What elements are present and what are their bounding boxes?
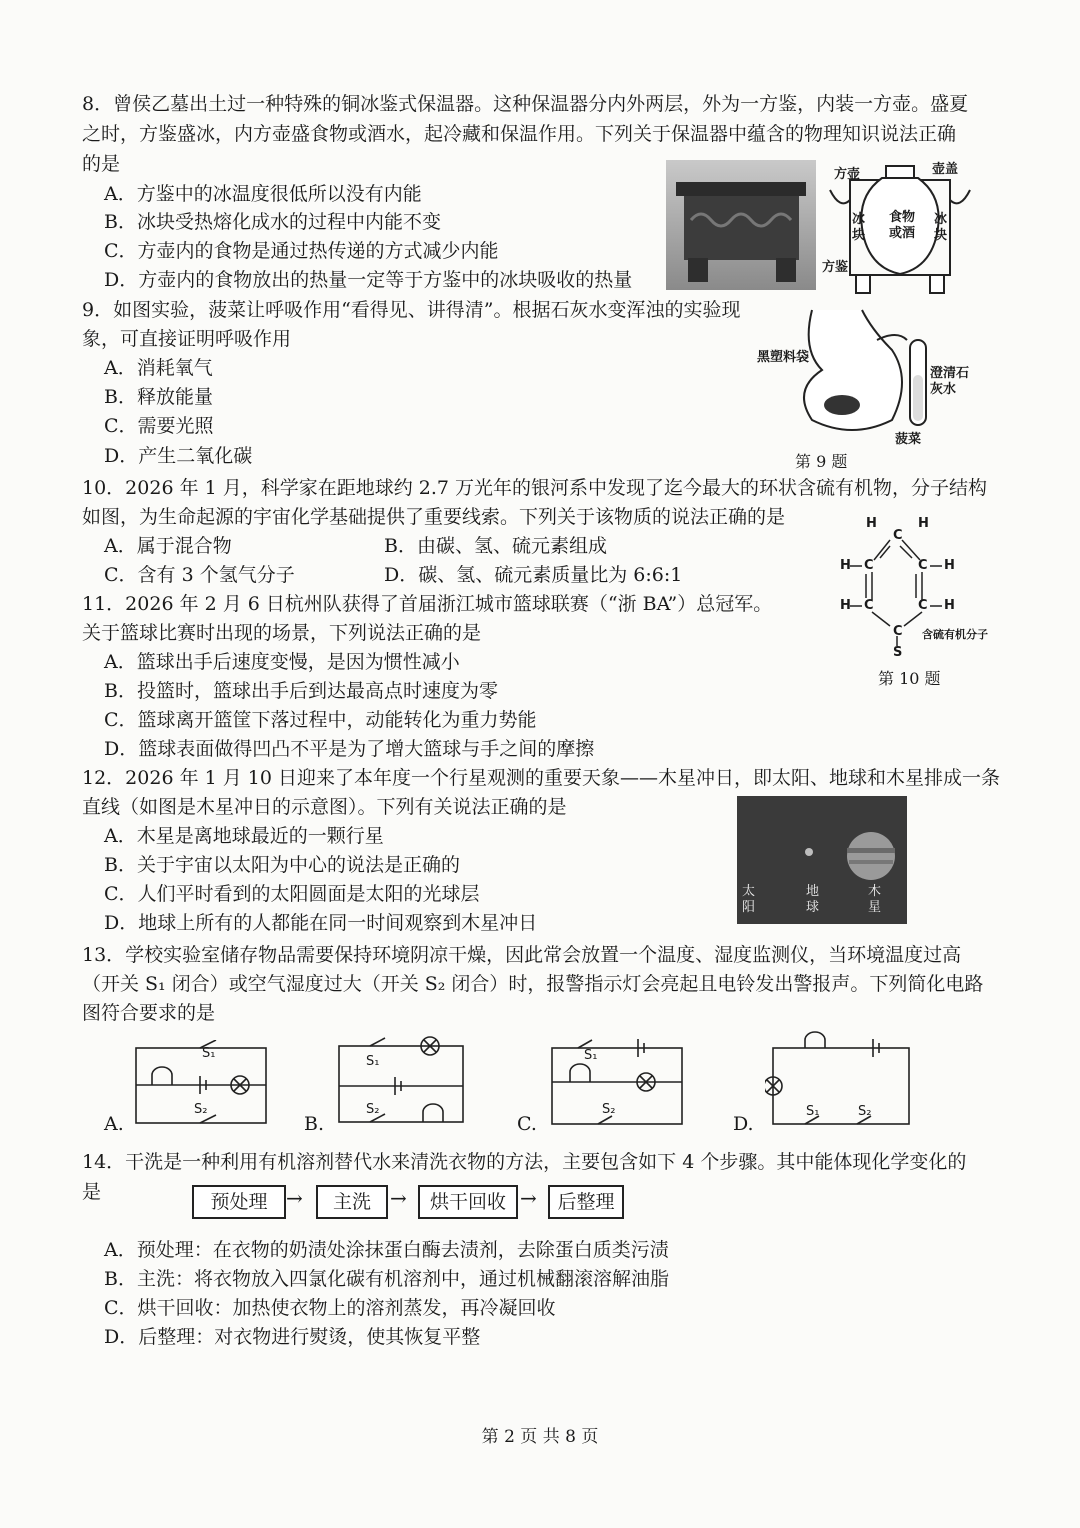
arrow-icon: → <box>286 1186 303 1210</box>
label-black-bag: 黑塑料袋 <box>757 350 810 365</box>
label-earth-1: 地 <box>806 884 820 899</box>
q11-option-b: B．投篮时，篮球出手后到达最高点时速度为零 <box>104 680 498 702</box>
q14-option-a: A．预处理：在衣物的奶渍处涂抹蛋白酶去渍剂，去除蛋白质类污渍 <box>104 1239 669 1261</box>
atom-c: C <box>893 528 903 543</box>
q9-stem-line2: 象，可直接证明呼吸作用 <box>82 328 292 350</box>
q14-option-c: C．烘干回收：加热使衣物上的溶剂蒸发，再冷凝回收 <box>104 1297 556 1319</box>
q8-stem-line2: 之时，方鉴盛冰，内方壶盛食物或酒水，起冷藏和保温作用。下列关于保温器中蕴含的物理知识说法正确 <box>82 123 957 145</box>
atom-c: C <box>864 598 874 613</box>
circuit-b <box>335 1036 475 1130</box>
circuit-c <box>548 1036 688 1130</box>
page-footer: 第 2 页 共 8 页 <box>481 1427 599 1447</box>
atom-c: C <box>893 624 903 639</box>
label-pot: 方壶 <box>834 167 861 182</box>
switch-s2-c: S₂ <box>602 1102 616 1117</box>
q9-option-d: D．产生二氧化碳 <box>104 445 253 467</box>
switch-s1-a: S₁ <box>202 1046 216 1061</box>
q11-stem-line2: 关于篮球比赛时出现的场景，下列说法正确的是 <box>82 622 482 644</box>
label-lid: 壶盖 <box>932 162 959 177</box>
label-sun-1: 太 <box>742 884 756 899</box>
q14-option-b: B．主洗：将衣物放入四氯化碳有机溶剂中，通过机械翻滚溶解油脂 <box>104 1268 669 1290</box>
q12-option-c: C．人们平时看到的太阳圆面是太阳的光球层 <box>104 883 480 905</box>
q11-option-d: D．篮球表面做得凹凸不平是为了增大篮球与手之间的摩擦 <box>104 738 595 760</box>
q14-option-d: D．后整理：对衣物进行熨烫，使其恢复平整 <box>104 1326 481 1348</box>
q10-stem-line1: 10．2026 年 1 月，科学家在距地球约 2.7 万光年的银河系中发现了迄今最大的环状含硫有机物，分子结构 <box>82 477 988 499</box>
q8-option-a: A．方鉴中的冰温度很低所以没有内能 <box>104 183 422 205</box>
label-jian: 方鉴 <box>822 260 849 275</box>
q9-stem-line1: 9．如图实验，菠菜让呼吸作用“看得见、讲得清”。根据石灰水变浑浊的实验现 <box>82 299 741 321</box>
q13-stem-line2: （开关 S₁ 闭合）或空气湿度过大（开关 S₂ 闭合）时，报警指示灯会亮起且电铃发出警报声。下列简化电路 <box>82 973 984 995</box>
q10-option-c: C．含有 3 个氢气分子 <box>104 564 295 586</box>
q9-option-c: C．需要光照 <box>104 415 214 437</box>
q8-stem-line1: 8．曾侯乙墓出土过一种特殊的铜冰鉴式保温器。这种保温器分内外两层，外为一方鉴，内装一方壶。盛夏 <box>82 93 969 115</box>
q14-stem-line2: 是 <box>82 1181 102 1203</box>
step-finishing: 后整理 <box>548 1185 624 1219</box>
molecule-label: 含硫有机分子 <box>922 628 988 641</box>
switch-s1-d: S₁ <box>806 1104 820 1119</box>
label-jupiter-2: 星 <box>868 900 882 915</box>
switch-s2-d: S₂ <box>858 1104 872 1119</box>
switch-s1-b: S₁ <box>366 1054 380 1069</box>
arrow-icon: → <box>390 1186 407 1210</box>
bronze-vessel-photo <box>666 160 816 290</box>
atom-h: H <box>944 598 955 613</box>
q11-option-c: C．篮球离开篮筐下落过程中，动能转化为重力势能 <box>104 709 537 731</box>
q13-stem-line1: 13．学校实验室储存物品需要保持环境阴凉干燥，因此常会放置一个温度、湿度监测仪，当环境温度过高 <box>82 944 962 966</box>
q12-stem-line1: 12．2026 年 1 月 10 日迎来了本年度一个行星观测的重要天象——木星冲日，即太阳、地球和木星排成一条 <box>82 767 1000 789</box>
q12-option-d: D．地球上所有的人都能在同一时间观察到木星冲日 <box>104 912 538 934</box>
label-ice-left: 冰块 <box>852 212 866 243</box>
q13-stem-line3: 图符合要求的是 <box>82 1002 216 1024</box>
label-spinach: 菠菜 <box>895 432 922 447</box>
label-earth-2: 球 <box>806 900 820 915</box>
circuit-c-label: C. <box>517 1113 537 1135</box>
q11-stem-line1: 11．2026 年 2 月 6 日杭州队获得了首届浙江城市篮球联赛（“浙 BA”）总冠军。 <box>82 593 773 615</box>
atom-h: H <box>866 516 877 531</box>
atom-h: H <box>840 558 851 573</box>
q12-option-b: B．关于宇宙以太阳为中心的说法是正确的 <box>104 854 460 876</box>
q8-stem-line3: 的是 <box>82 153 121 175</box>
atom-h: H <box>840 598 851 613</box>
atom-s: S <box>893 645 903 660</box>
label-ice-right: 冰块 <box>934 212 948 243</box>
atom-h: H <box>918 516 929 531</box>
atom-c: C <box>864 558 874 573</box>
q14-stem-line1: 14．干洗是一种利用有机溶剂替代水来清洗衣物的方法，主要包含如下 4 个步骤。其中能体现化学变化的 <box>82 1151 967 1173</box>
q11-option-a: A．篮球出手后速度变慢，是因为惯性减小 <box>104 651 460 673</box>
q8-option-c: C．方壶内的食物是通过热传递的方式减少内能 <box>104 240 499 262</box>
step-pretreat: 预处理 <box>192 1185 286 1219</box>
circuit-b-label: B. <box>304 1113 325 1135</box>
q10-option-a: A．属于混合物 <box>104 535 232 557</box>
q8-option-d: D．方壶内的食物放出的热量一定等于方鉴中的冰块吸收的热量 <box>104 269 633 291</box>
circuit-d-label: D. <box>733 1113 754 1135</box>
q12-stem-line2: 直线（如图是木星冲日的示意图）。下列有关说法正确的是 <box>82 796 567 818</box>
label-limewater: 澄清石灰水 <box>930 366 970 397</box>
atom-h: H <box>944 558 955 573</box>
jupiter-opposition-image <box>737 796 907 924</box>
circuit-d <box>765 1030 915 1130</box>
arrow-icon: → <box>520 1186 537 1210</box>
circuit-a-label: A. <box>104 1113 124 1135</box>
switch-s1-c: S₁ <box>584 1048 598 1063</box>
switch-s2-b: S₂ <box>366 1102 380 1117</box>
step-mainwash: 主洗 <box>316 1185 388 1219</box>
label-food: 食物或酒 <box>888 210 915 241</box>
step-dry-recover: 烘干回收 <box>418 1185 518 1219</box>
switch-s2-a: S₂ <box>194 1102 208 1117</box>
q12-option-a: A．木星是离地球最近的一颗行星 <box>104 825 384 847</box>
q9-option-b: B．释放能量 <box>104 386 213 408</box>
q10-caption: 第 10 题 <box>878 669 941 688</box>
label-sun-2: 阳 <box>742 900 756 915</box>
q10-option-b: B．由碳、氢、硫元素组成 <box>384 535 607 557</box>
atom-c: C <box>918 598 928 613</box>
q9-option-a: A．消耗氧气 <box>104 357 213 379</box>
q10-stem-line2: 如图，为生命起源的宇宙化学基础提供了重要线索。下列关于该物质的说法正确的是 <box>82 506 786 528</box>
q9-caption: 第 9 题 <box>795 452 848 471</box>
q8-option-b: B．冰块受热熔化成水的过程中内能不变 <box>104 211 441 233</box>
q10-option-d: D．碳、氢、硫元素质量比为 6:6:1 <box>384 564 683 586</box>
label-jupiter-1: 木 <box>868 884 882 899</box>
atom-c: C <box>918 558 928 573</box>
